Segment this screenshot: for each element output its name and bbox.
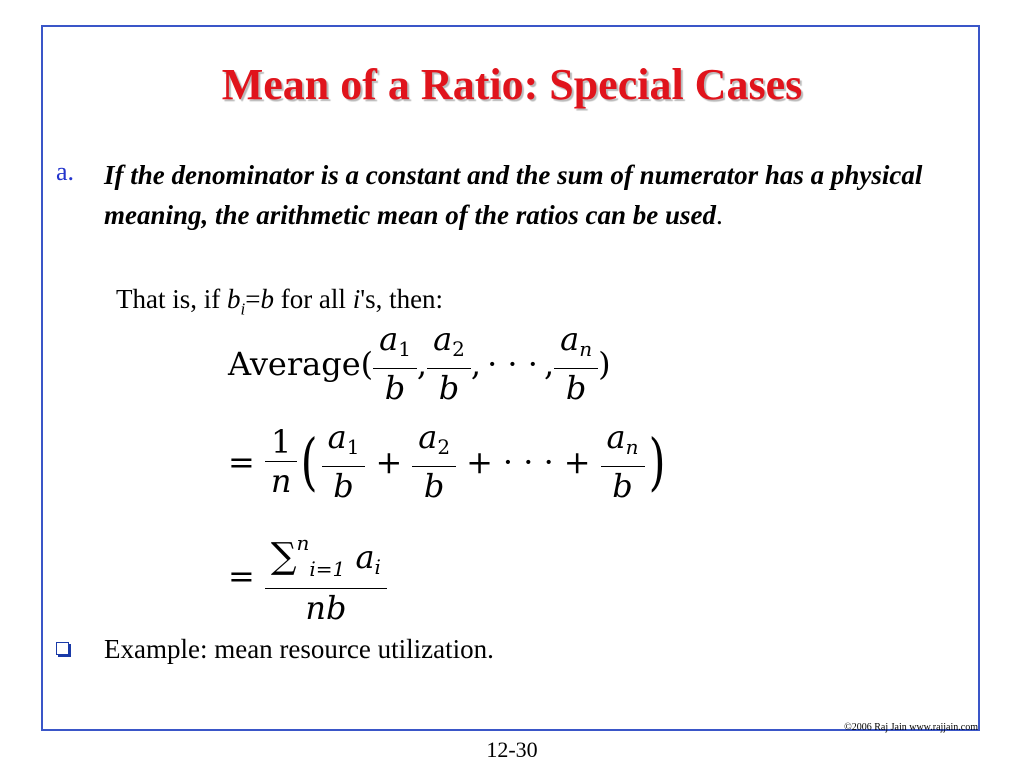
equals-sign: = [228,556,255,595]
equals-sign: = [228,442,255,481]
that-is-middle: for all [273,284,353,314]
bullet-item-example [56,630,956,670]
that-is-suffix: 's, then: [360,284,444,314]
list-item-text [104,155,954,235]
item-a-period: . [716,200,723,230]
slide-title: Mean of a Ratio: Special Cases [221,60,803,109]
fraction-a1-over-b: $\frac{a_1}{b}$ [376,320,414,407]
fraction-sum-over-nb: $\frac{\sum^n_{i=1} a_i}{nb}$ [268,524,384,627]
var-i: i [352,284,361,314]
square-bullet-icon [56,642,69,655]
fraction-an-over-b: $\frac{a_n}{b}$ [557,320,595,407]
fraction-one-over-n: $\frac{1}{n}$ [268,423,295,500]
equals-sign: = [245,284,261,314]
fraction-a2-over-b: $\frac{a_2}{b}$ [430,320,468,407]
copyright-notice: ©2006 Raj Jain www.rajjain.com [844,722,978,733]
ratio-mean-equation [228,320,748,627]
average-label: Average( [228,344,374,383]
page-number: 12-30 [486,737,538,762]
list-marker: a. [56,157,75,186]
var-b-constant: b [260,284,274,314]
equation-line-1: Average( $\frac{a_1}{b}$ , $\frac{a_2}{b}$ , · · · , $\frac{a_n}{b}$ ) [228,320,611,407]
that-is-prefix: That is, if [116,284,227,314]
bullet-text: Example: mean resource utilization. [104,634,494,664]
equation-line-2: = $\frac{1}{n}$ ( $\frac{a_1}{b}$ + $\frac{a_2}{b}$ + · · · + $\frac{a_n}{b}$ ) [228,418,666,505]
ellipsis: · · · [487,344,538,383]
sigma-symbol: ∑ [270,536,297,577]
equation-line-3 [228,524,387,627]
var-i-subscript: i [240,299,246,319]
var-b: b [226,284,241,314]
item-a-statement: If the denominator is a constant and the sum of numerator has a physical meaning, the arithmetic mean of the ratios can be used [104,160,923,230]
